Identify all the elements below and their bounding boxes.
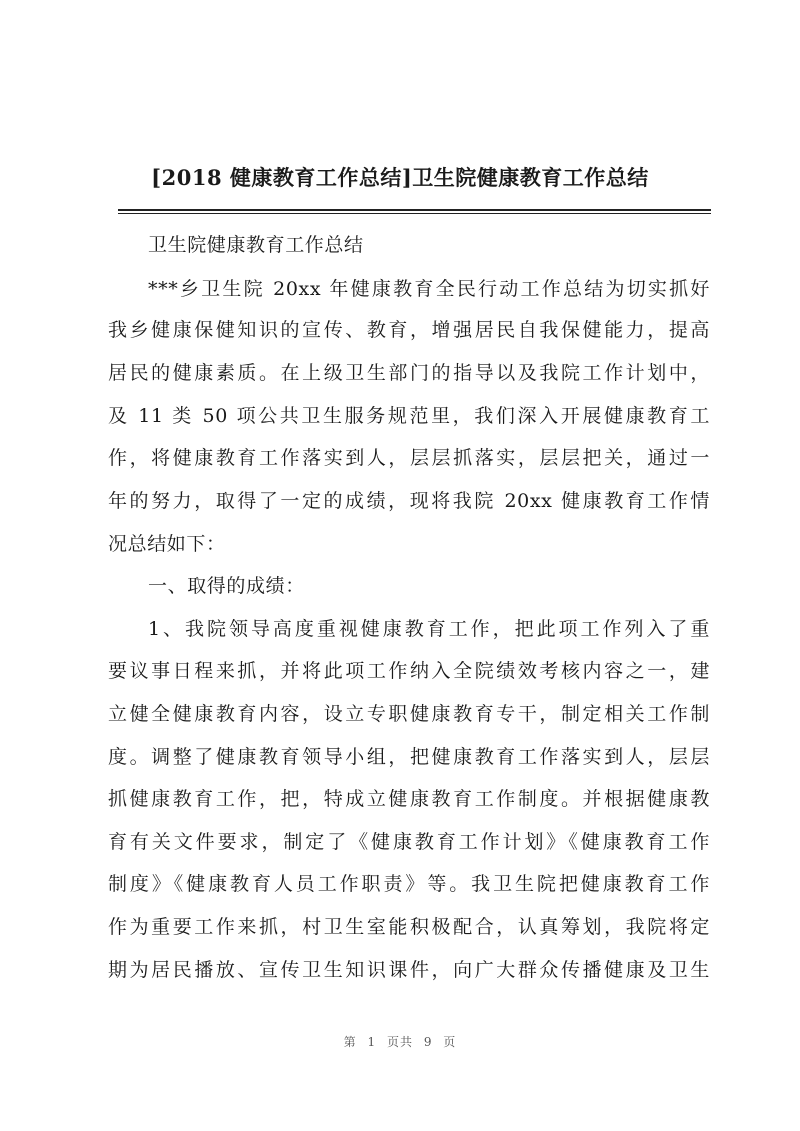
document-title: [2018 健康教育工作总结]卫生院健康教育工作总结 — [151, 165, 649, 190]
footer-prefix: 第 — [343, 1035, 357, 1049]
body-line: 立健全健康教育内容，设立专职健康教育专干，制定相关工作制 — [108, 703, 710, 725]
body-line: 作为重要工作来抓，村卫生室能积极配合，认真筹划，我院将定 — [108, 916, 710, 938]
body-line: 育有关文件要求，制定了《健康教育工作计划》《健康教育工作 — [108, 831, 710, 853]
body-line: 作，将健康教育工作落实到人，层层抓落实，层层把关，通过一 — [108, 447, 710, 469]
footer-current-page: 1 — [367, 1035, 377, 1049]
body-line: 况总结如下： — [108, 533, 226, 555]
footer-suffix: 页 — [443, 1035, 457, 1049]
body-line: 度。调整了健康教育领导小组，把健康教育工作落实到人，层层 — [108, 746, 710, 768]
body-line: 抓健康教育工作，把，特成立健康教育工作制度。并根据健康教 — [108, 788, 710, 810]
body-line: 制度》《健康教育人员工作职责》等。我卫生院把健康教育工作 — [108, 873, 710, 895]
body-line: 期为居民播放、宣传卫生知识课件，向广大群众传播健康及卫生 — [108, 959, 710, 981]
section-heading: 一、取得的成绩： — [148, 575, 305, 597]
footer-total-pages: 9 — [423, 1035, 433, 1049]
body-line: 我乡健康保健知识的宣传、教育，增强居民自我保健能力，提高 — [108, 319, 710, 341]
body-line: 年的努力，取得了一定的成绩，现将我院 20xx 健康教育工作情 — [108, 490, 710, 512]
body-line: 及 11 类 50 项公共卫生服务规范里，我们深入开展健康教育工 — [108, 405, 710, 427]
title-divider-thin — [118, 213, 711, 214]
body-line: ***乡卫生院 20xx 年健康教育全民行动工作总结为切实抓好 — [148, 278, 710, 300]
footer-middle: 页共 — [386, 1035, 413, 1049]
body-line: 要议事日程来抓，并将此项工作纳入全院绩效考核内容之一，建 — [108, 660, 710, 682]
page-footer — [0, 1033, 800, 1050]
title-divider-thick — [118, 209, 711, 211]
body-line: 1、我院领导高度重视健康教育工作，把此项工作列入了重 — [148, 618, 710, 640]
body-line: 居民的健康素质。在上级卫生部门的指导以及我院工作计划中， — [108, 362, 710, 384]
body-subtitle: 卫生院健康教育工作总结 — [148, 234, 364, 256]
